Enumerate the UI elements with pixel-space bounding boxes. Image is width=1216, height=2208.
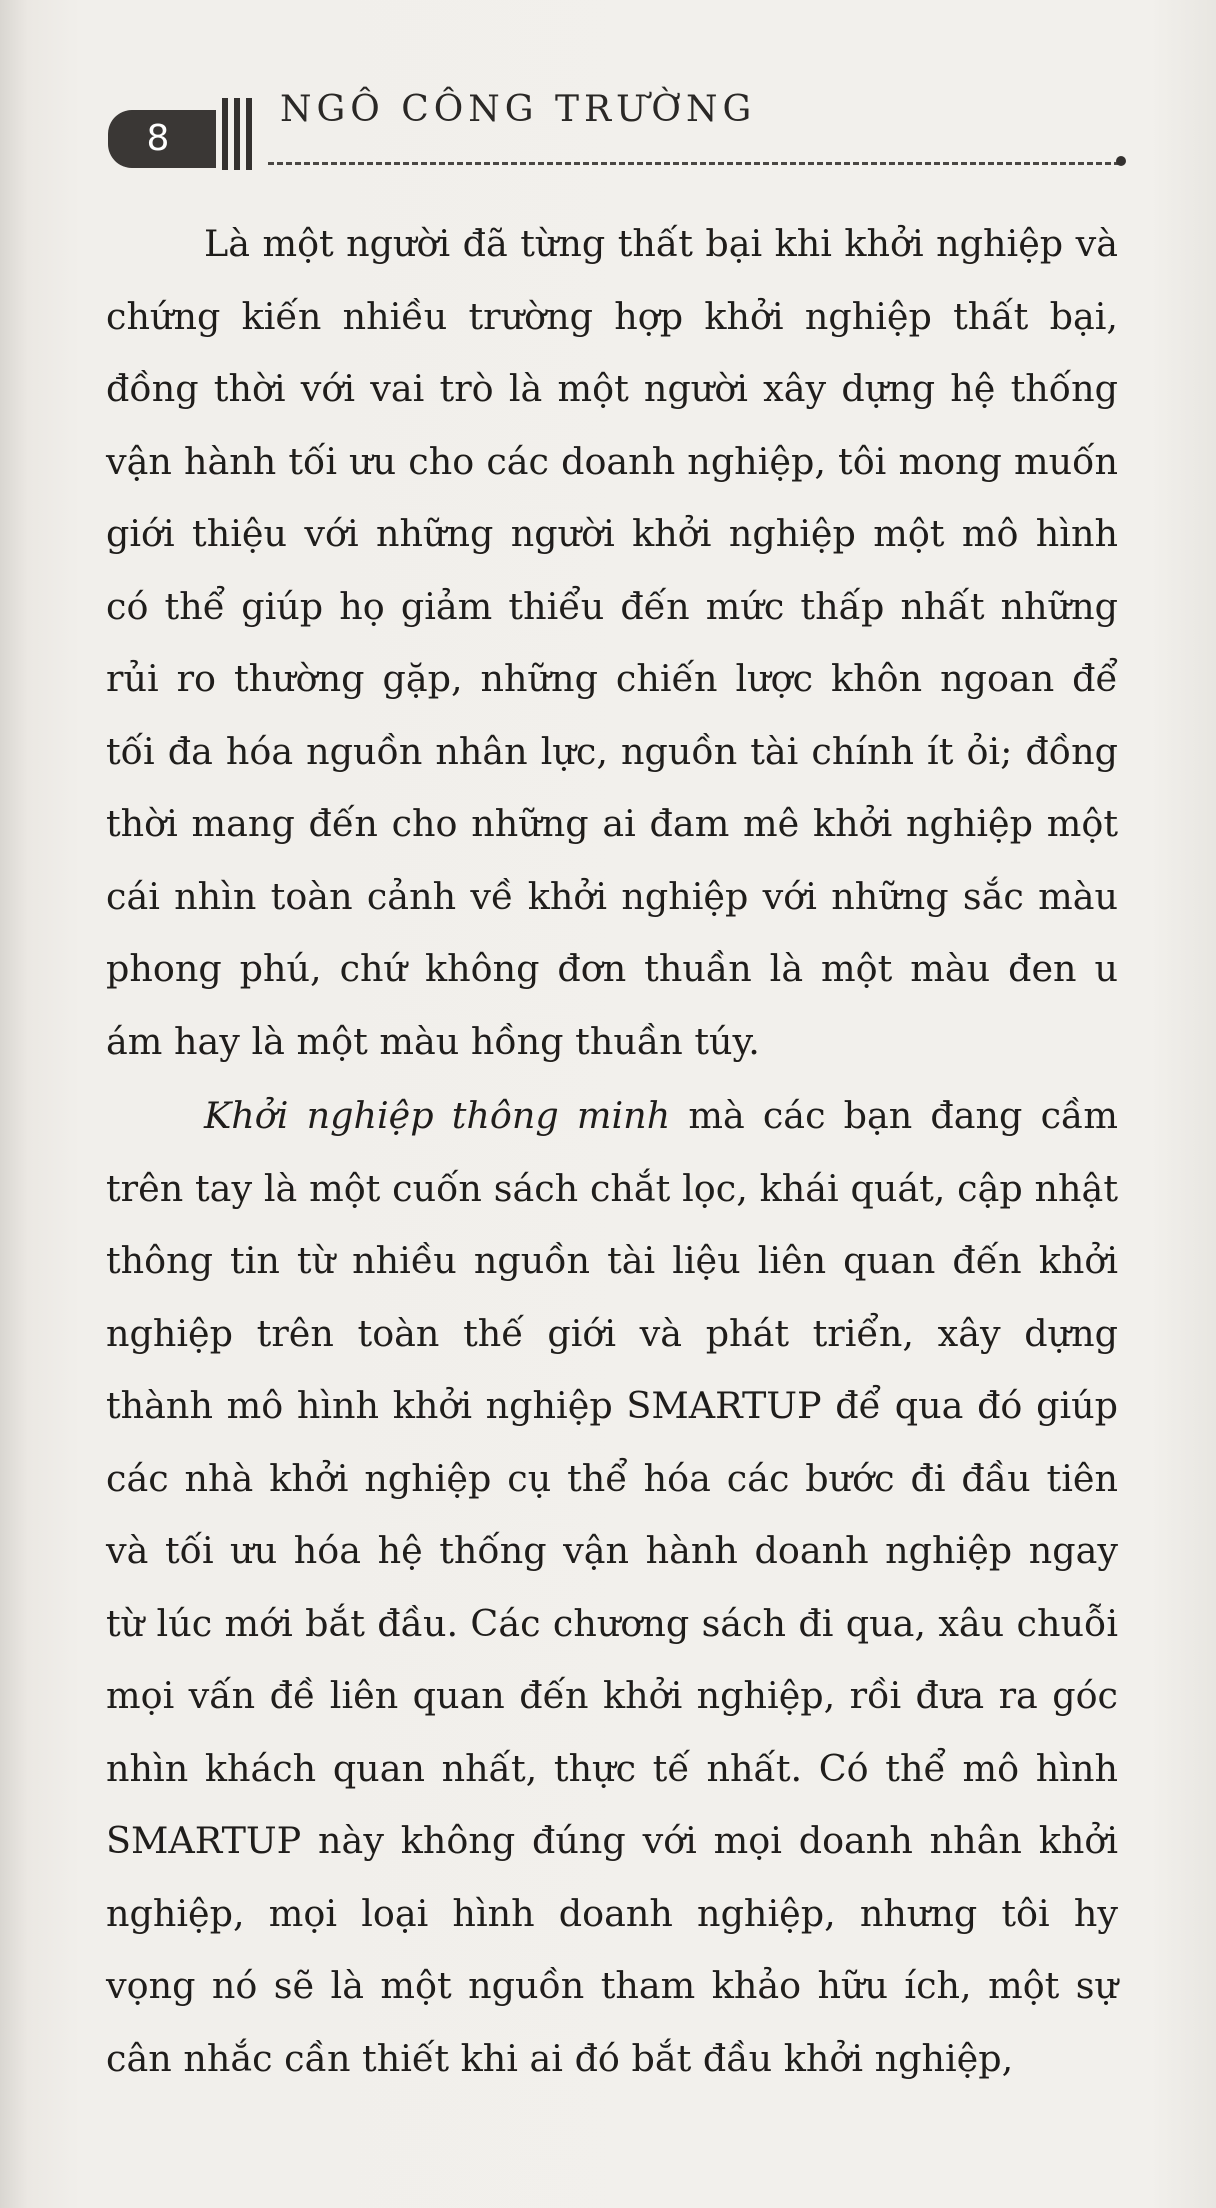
page-number: 8 (146, 118, 170, 159)
paragraph-2-text: mà các bạn đang cầm trên tay là một cuốn sách chắt lọc, khái quát, cập nhật thông tin từ nhiều nguồn tài liệu liên quan đến khởi nghiệp trên toàn thế giới và phát triển, xây dựng thành mô hình khởi nghiệp SMARTUP để qua đó giúp các nhà khởi nghiệp cụ thể hóa các bước đi đầu tiên và tối ưu hóa hệ thống vận hành doanh nghiệp ngay từ lúc mới bắt đầu. Các chương sách đi qua, xâu chuỗi mọi vấn đề liên quan đến khởi nghiệp, rồi đưa ra góc nhìn khách quan nhất, thực tế nhất. Có thể mô hình SMARTUP này không đúng với mọi doanh nhân khởi nghiệp, mọi loại hình doanh nghiệp, nhưng tôi hy vọng nó sẽ là một nguồn tham khảo hữu ích, một sự cân nhắc cần thiết khi ai đó bắt đầu khởi nghiệp, (106, 1094, 1118, 2080)
body-text (106, 208, 1118, 2095)
header-bar (222, 98, 228, 170)
page-header (108, 86, 1138, 186)
header-rule-dot (1116, 156, 1126, 166)
book-title: Khởi nghiệp thông minh (204, 1094, 671, 1137)
header-bars-ornament (222, 98, 264, 170)
page-number-tab (108, 110, 216, 168)
paragraph-1-text: Là một người đã từng thất bại khi khởi nghiệp và chứng kiến nhiều trường hợp khởi nghiệp thất bại, đồng thời với vai trò là một người xây dựng hệ thống vận hành tối ưu cho các doanh nghiệp, tôi mong muốn giới thiệu với những người khởi nghiệp một mô hình có thể giúp họ giảm thiểu đến mức thấp nhất những rủi ro thường gặp, những chiến lược khôn ngoan để tối đa hóa nguồn nhân lực, nguồn tài chính ít ỏi; đồng thời mang đến cho những ai đam mê khởi nghiệp một cái nhìn toàn cảnh về khởi nghiệp với những sắc màu phong phú, chứ không đơn thuần là một màu đen u ám hay là một màu hồng thuần túy. (106, 222, 1118, 1063)
header-bar (234, 98, 240, 170)
paragraph-2 (106, 1080, 1118, 2095)
paragraph-1 (106, 208, 1118, 1078)
header-bar (246, 98, 252, 170)
header-dashed-rule (268, 162, 1120, 165)
running-head-author: NGÔ CÔNG TRƯỜNG (280, 89, 757, 130)
